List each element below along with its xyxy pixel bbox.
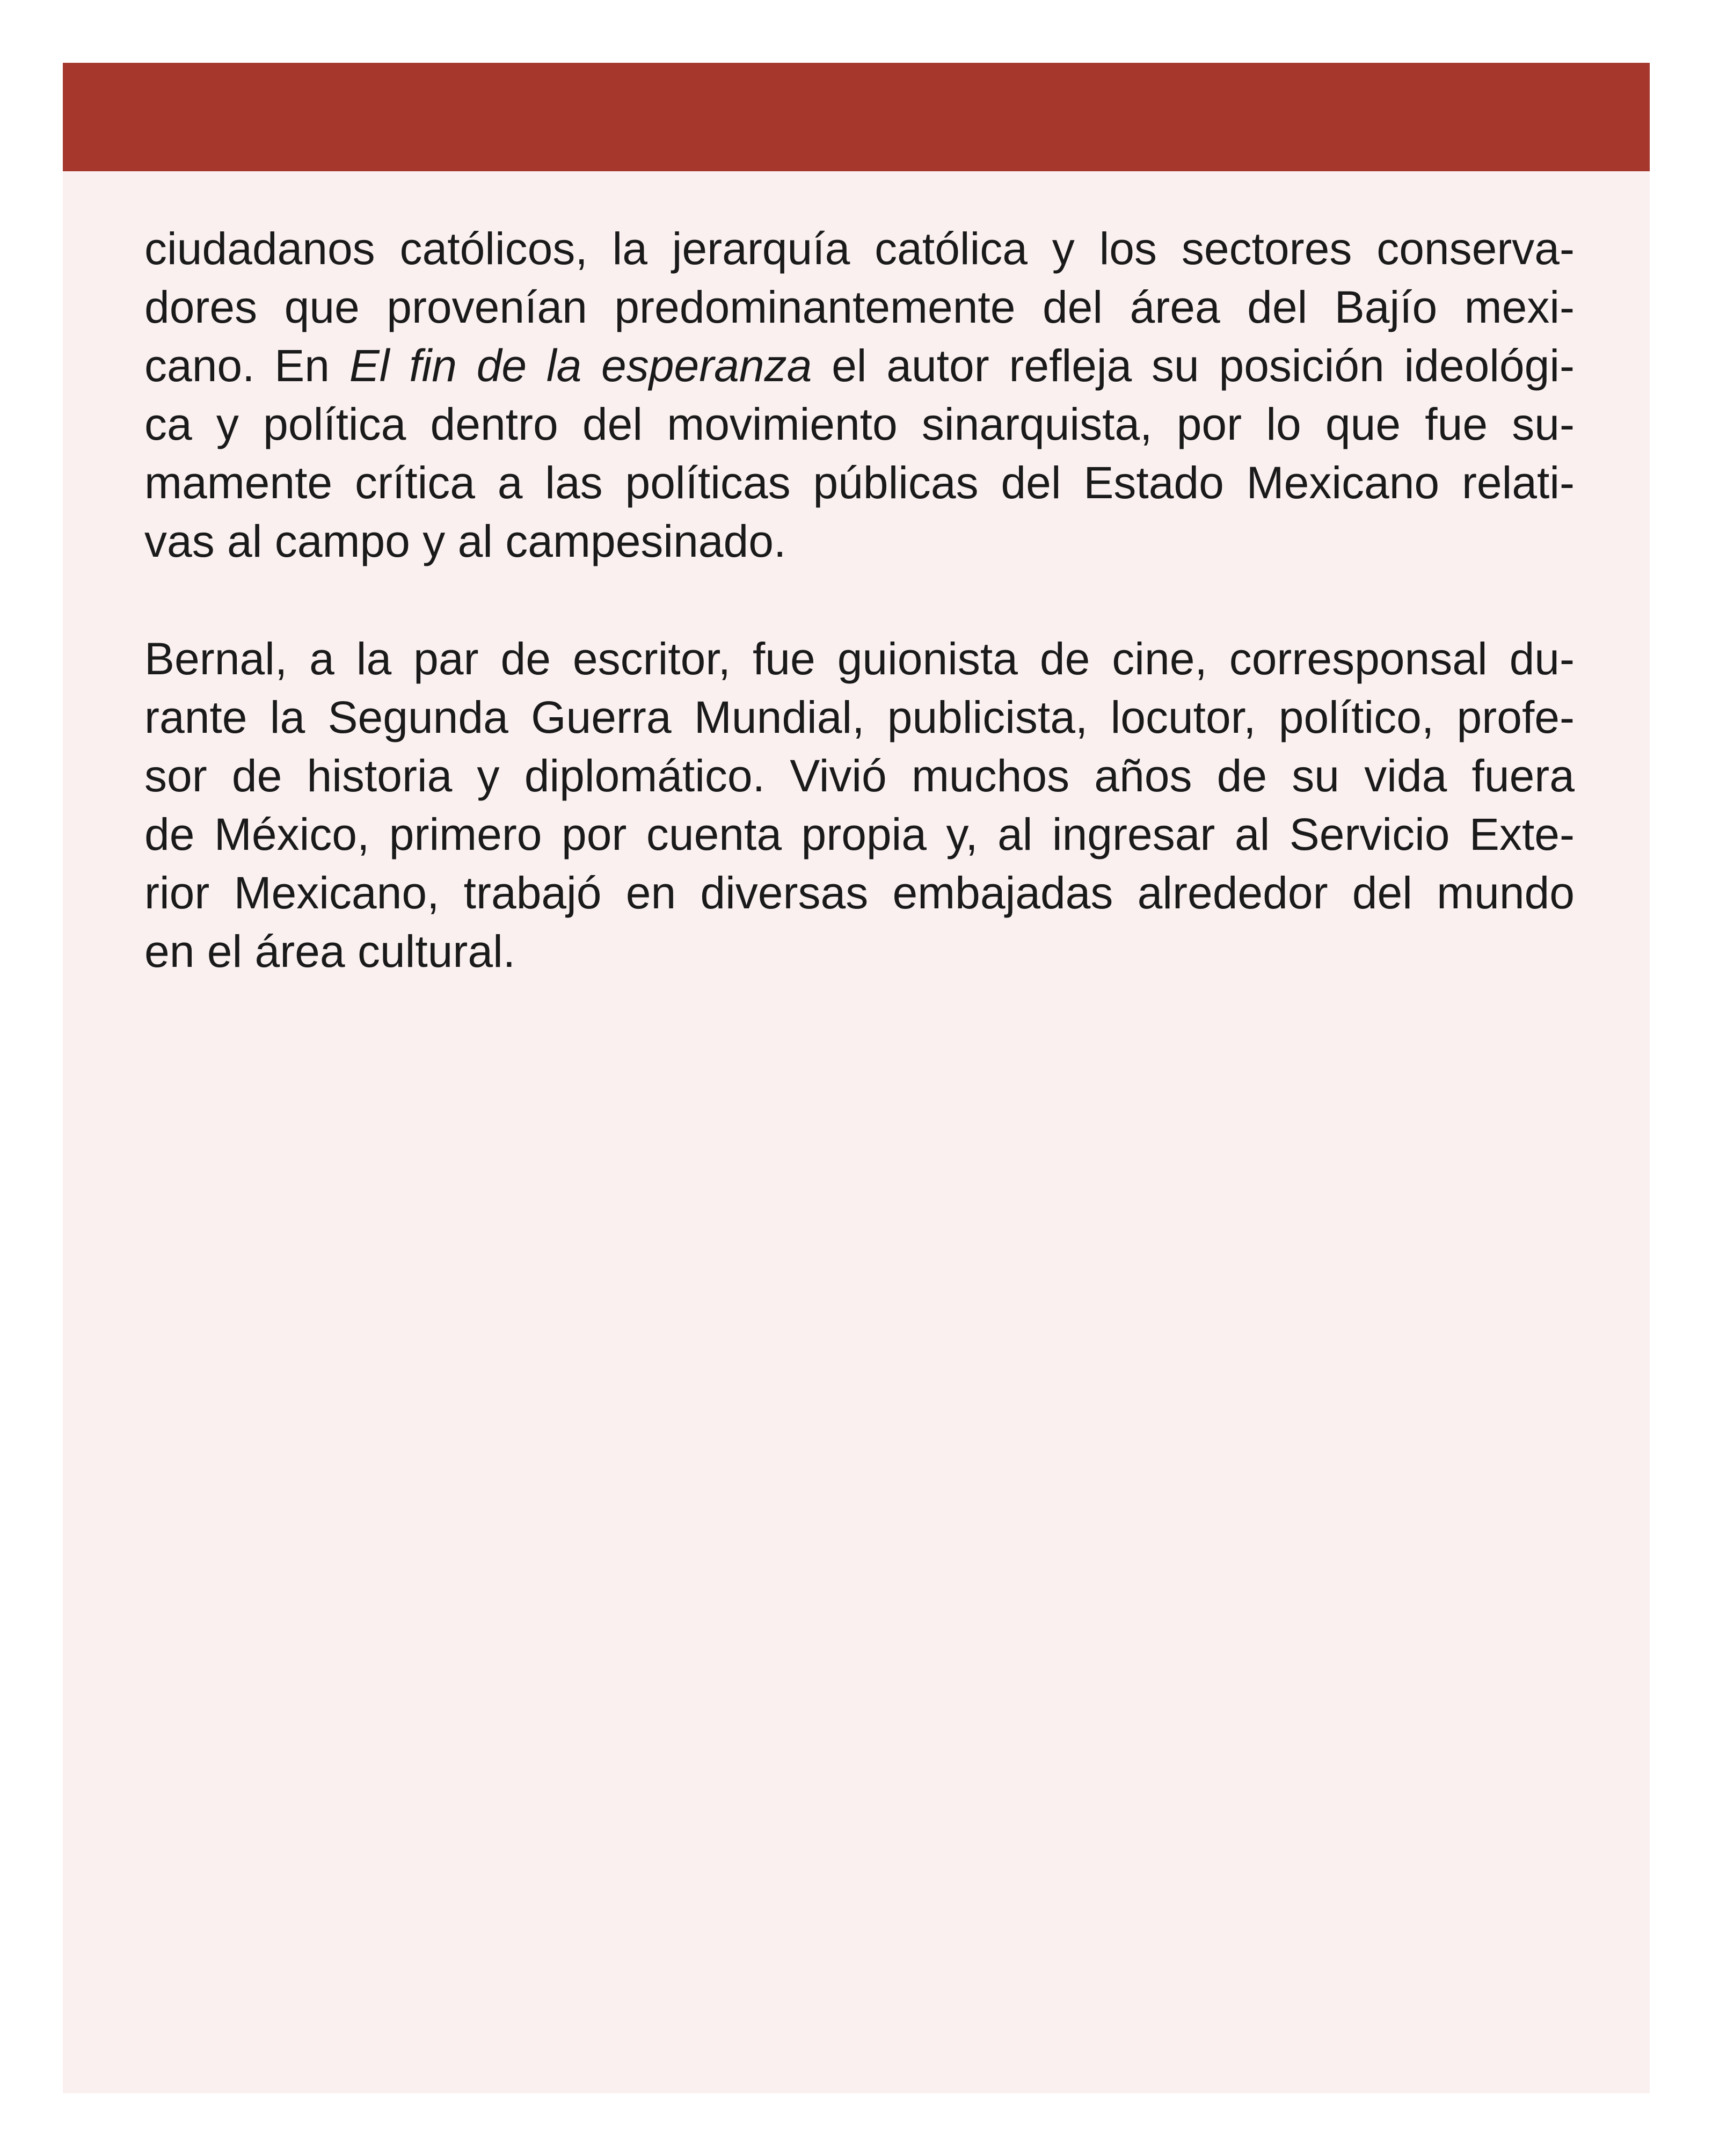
text-run: cano. En (144, 340, 349, 391)
paragraph-1 (144, 220, 1575, 571)
header-band (63, 63, 1650, 171)
text-run: el autor refleja su posición ideológi- (812, 340, 1575, 391)
text-line: vas al campo y al campesinado. (144, 516, 786, 566)
text-line: ca y política dentro del movimiento sinarquista, por lo que fue su- (144, 399, 1575, 449)
text-line: rior Mexicano, trabajó en diversas embajadas alrededor del mundo (144, 868, 1575, 918)
book-title: El fin de la esperanza (349, 340, 812, 391)
text-line (144, 337, 1575, 395)
paragraph-2 (144, 630, 1575, 981)
text-line: en el área cultural. (144, 926, 516, 977)
text-line: de México, primero por cuenta propia y, al ingresar al Servicio Exte- (144, 809, 1575, 860)
text-line: mamente crítica a las políticas públicas del Estado Mexicano relati- (144, 457, 1575, 508)
text-line: sor de historia y diplomático. Vivió muchos años de su vida fuera (144, 751, 1575, 801)
text-line: Bernal, a la par de escritor, fue guionista de cine, corresponsal du- (144, 633, 1575, 684)
text-line: ciudadanos católicos, la jerarquía católica y los sectores conserva- (144, 223, 1575, 274)
page-panel (63, 63, 1650, 2093)
text-line: rante la Segunda Guerra Mundial, publicista, locutor, político, profe- (144, 692, 1575, 742)
text-line: dores que provenían predominantemente del área del Bajío mexi- (144, 282, 1575, 332)
body-text (144, 220, 1575, 981)
